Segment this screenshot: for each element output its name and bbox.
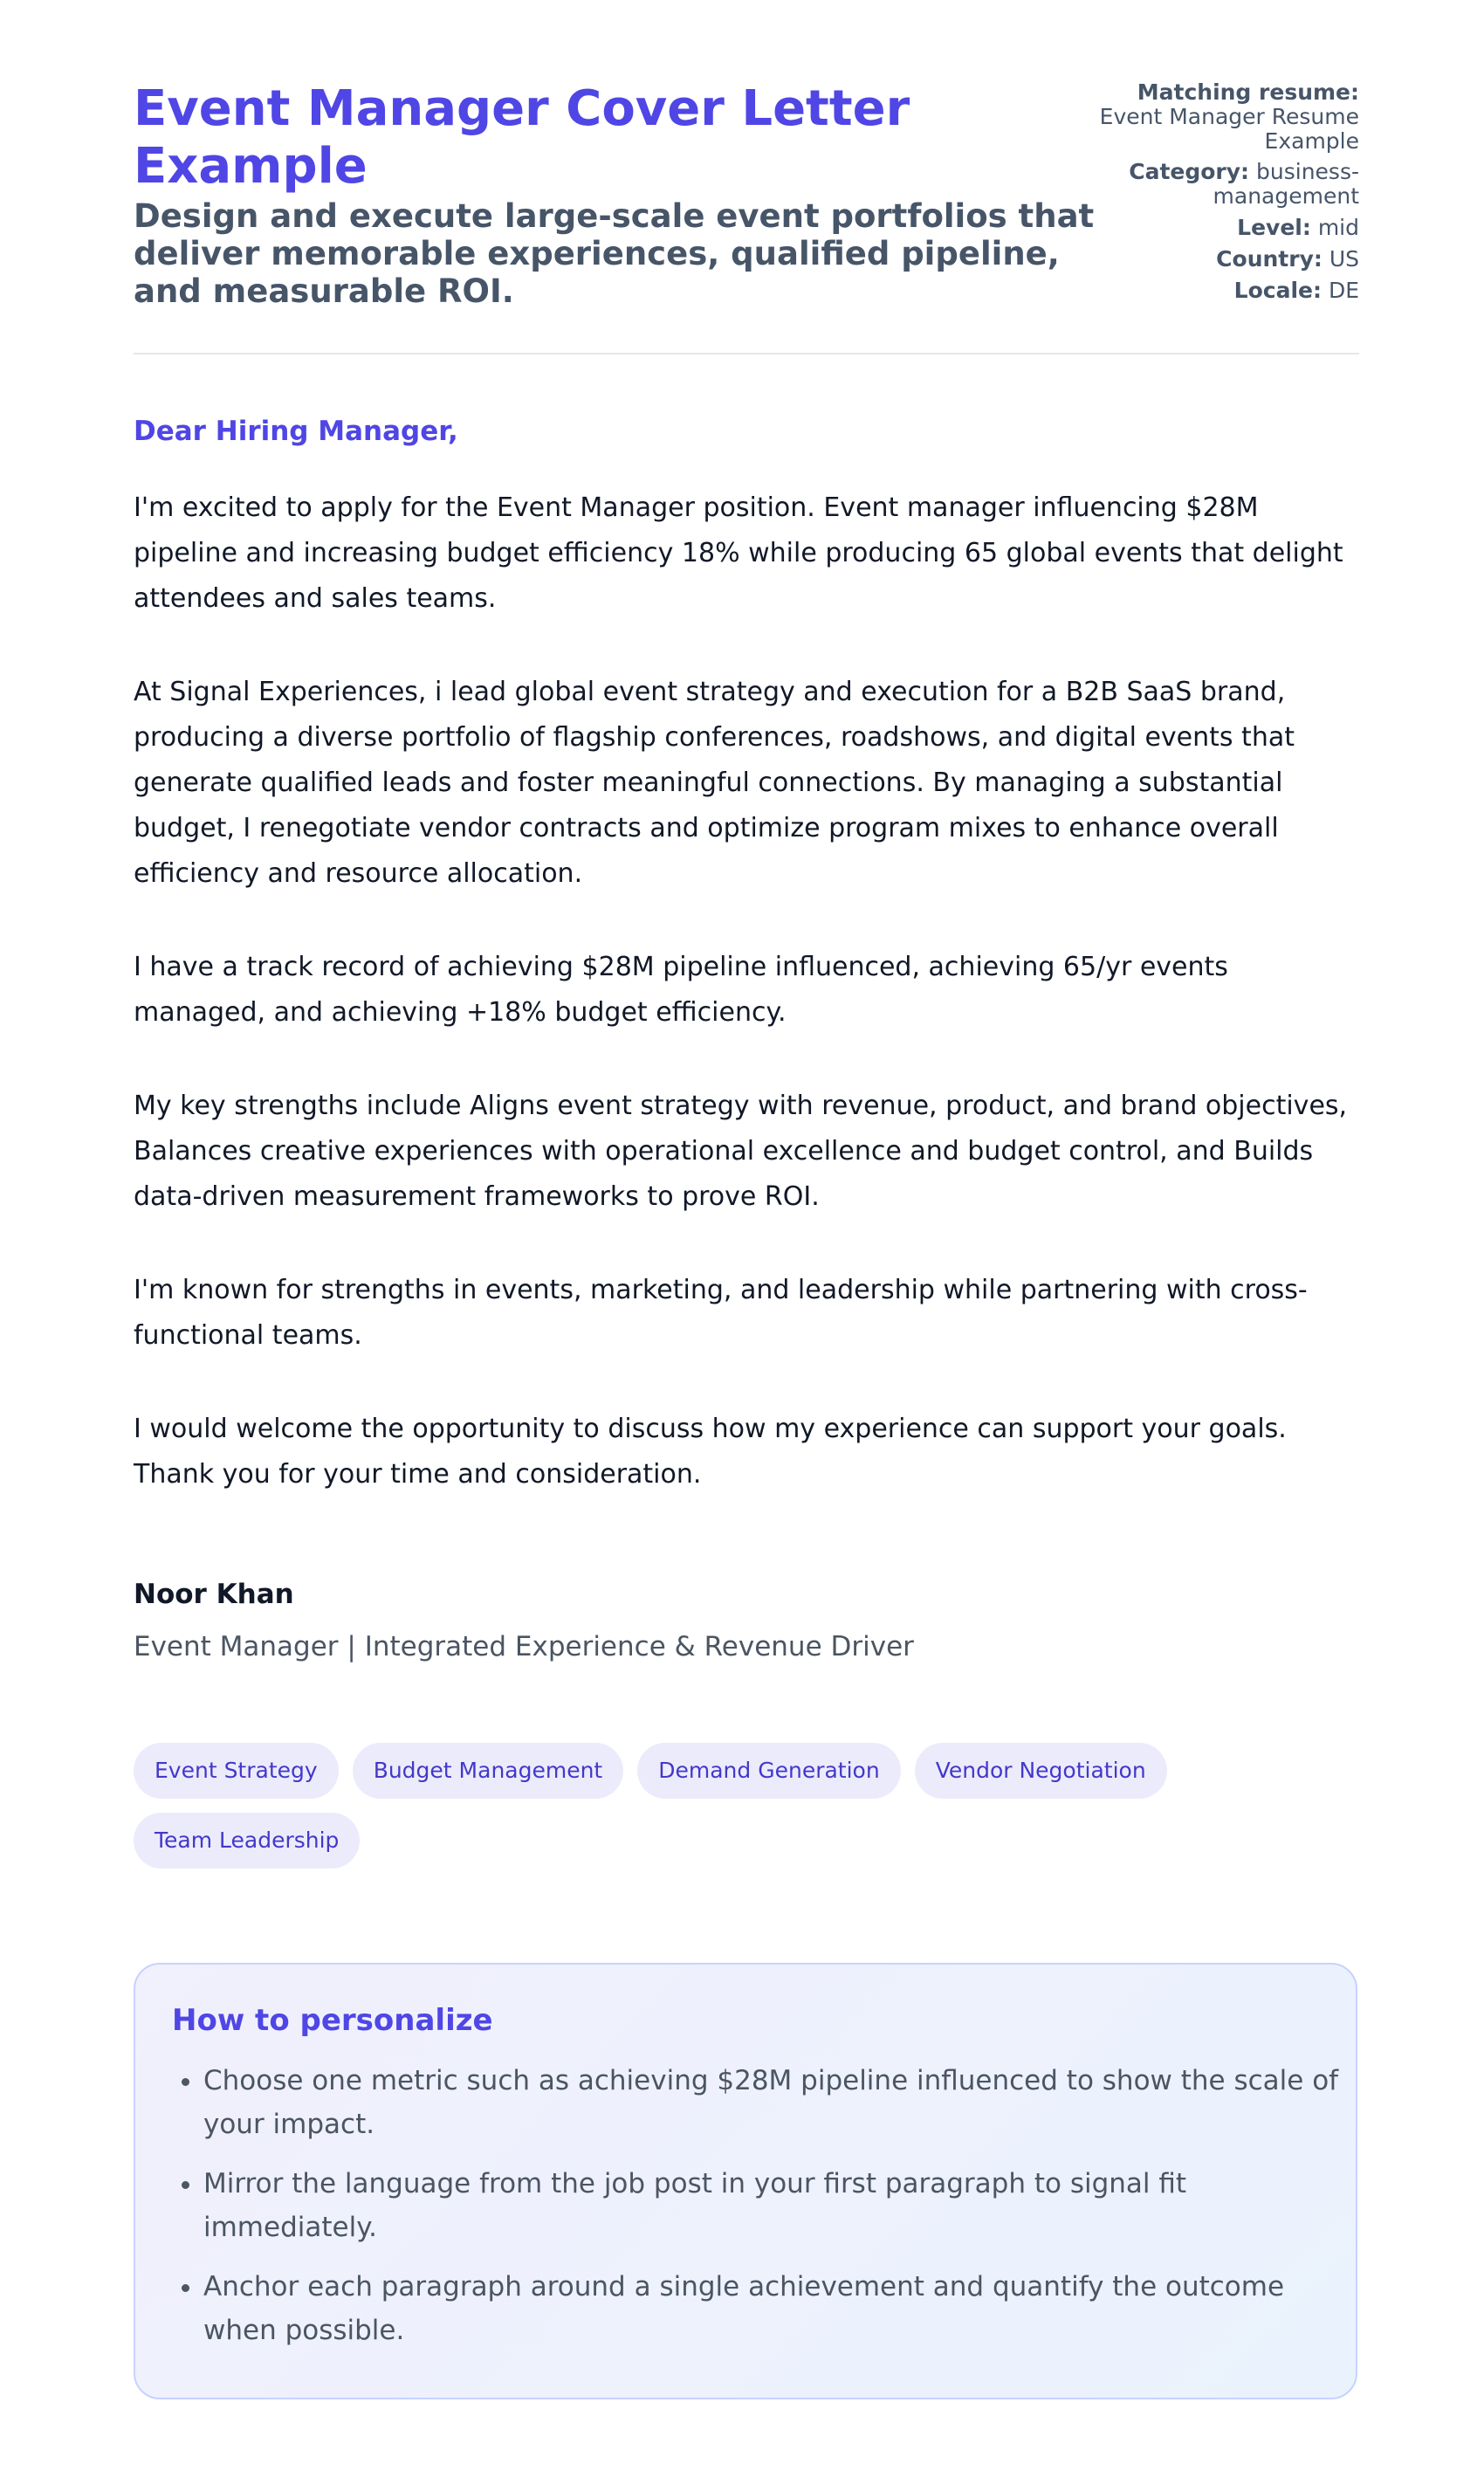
meta-level [1080, 216, 1359, 240]
meta-country [1080, 247, 1359, 272]
signature-title: Event Manager | Integrated Experience & Revenue Driver [134, 1631, 914, 1662]
meta-level-label: Level: [1237, 215, 1311, 240]
skill-tag: Event Strategy [134, 1743, 339, 1799]
signature-name: Noor Khan [134, 1579, 294, 1610]
meta-locale-label: Locale: [1233, 278, 1322, 303]
tips-heading: How to personalize [172, 2003, 493, 2038]
page-title: Event Manager Cover Letter Example [134, 80, 910, 195]
tips-list-item: • Anchor each paragraph around a single achievement and quantify the outcome when possible. [203, 2265, 1347, 2352]
letter-paragraph: I'm known for strengths in events, marketing, and leadership while partnering with cross-functional teams. [134, 1275, 1308, 1351]
page-subtitle: Design and execute large-scale event portfolios that deliver memorable experiences, qualified pipeline, and measurable ROI. [134, 197, 1095, 310]
meta-category-label: Category: [1129, 159, 1250, 184]
meta-resume-label: Matching resume: [1137, 79, 1359, 105]
meta-resume-link[interactable]: Event Manager Resume Example [1099, 104, 1359, 154]
letter-paragraph: I'm excited to apply for the Event Manager position. Event manager influencing $28M pipeline and increasing budget efficiency 18% while producing 65 global events that delight attendees and sales teams. [134, 492, 1343, 614]
meta-panel [1080, 80, 1359, 310]
meta-level-value: mid [1317, 215, 1359, 240]
skill-tag: Budget Management [353, 1743, 624, 1799]
skill-tag: Team Leadership [134, 1813, 360, 1869]
page-header [134, 80, 1359, 342]
personalize-tips-box [134, 1963, 1357, 2399]
tips-list-item: • Mirror the language from the job post in your first paragraph to signal fit immediately. [203, 2162, 1347, 2249]
skill-tag: Demand Generation [637, 1743, 900, 1799]
meta-country-label: Country: [1216, 246, 1323, 272]
letter-paragraph: My key strengths include Aligns event strategy with revenue, product, and brand objectives, Balances creative experiences with operational excellence and budget control, and Builds data-driven measurement frameworks to prove ROI. [134, 1091, 1348, 1212]
meta-locale [1080, 279, 1359, 303]
skill-tag: Vendor Negotiation [915, 1743, 1167, 1799]
meta-category-value: business-management [1213, 159, 1359, 209]
letter-paragraph: I would welcome the opportunity to discuss how my experience can support your goals. Thank you for your time and consideration. [134, 1414, 1287, 1490]
letter-paragraph: I have a track record of achieving $28M pipeline influenced, achieving 65/yr events managed, and achieving +18% budget efficiency. [134, 952, 1228, 1028]
meta-resume [1080, 80, 1359, 154]
letter-paragraph: At Signal Experiences, i lead global event strategy and execution for a B2B SaaS brand, producing a diverse portfolio of flagship conferences, roadshows, and digital events that generate qualified leads and foster meaningful connections. By managing a substantial budget, I renegotiate vendor contracts and optimize program mixes to enhance overall efficiency and resource allocation. [134, 677, 1295, 889]
letter-body [134, 485, 1359, 1545]
letter-greeting: Dear Hiring Manager, [134, 416, 458, 447]
tips-list [172, 2059, 1347, 2368]
meta-country-value: US [1329, 246, 1359, 272]
meta-locale-value: DE [1328, 278, 1359, 303]
header-divider [134, 353, 1359, 354]
meta-category [1080, 160, 1359, 209]
skill-tags [134, 1743, 1359, 1883]
tips-list-item: • Choose one metric such as achieving $28M pipeline influenced to show the scale of your impact. [203, 2059, 1347, 2146]
